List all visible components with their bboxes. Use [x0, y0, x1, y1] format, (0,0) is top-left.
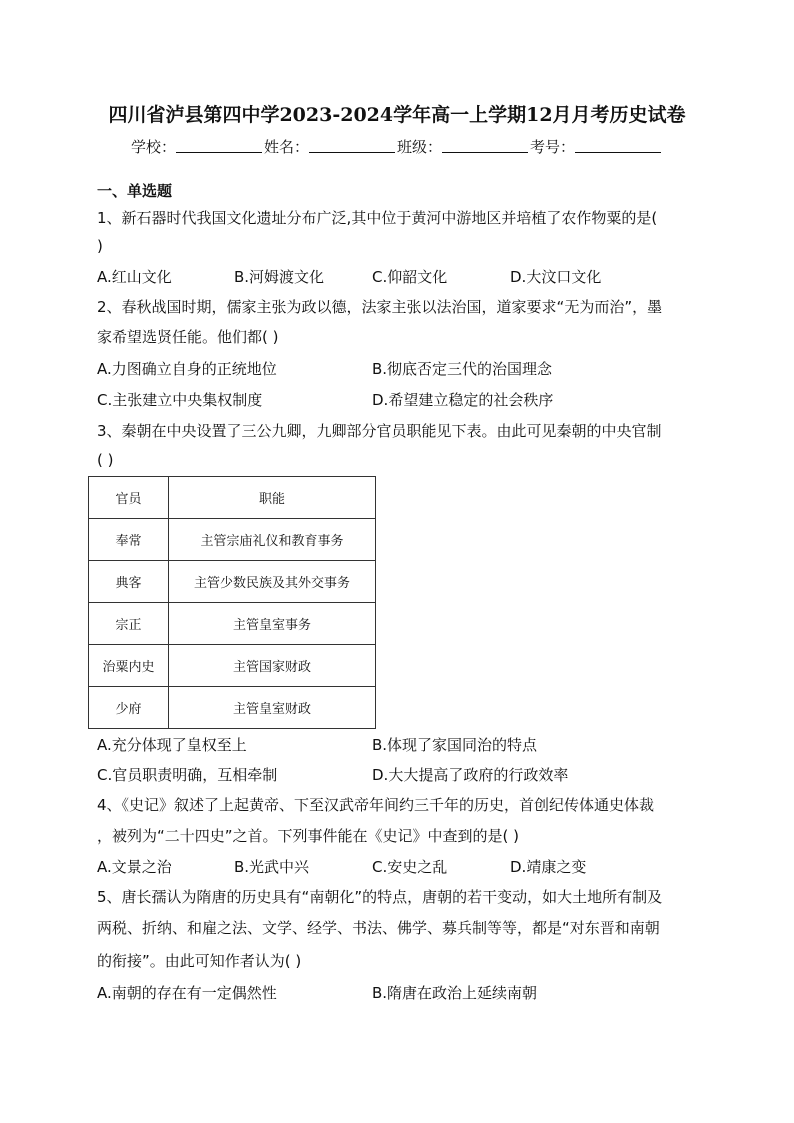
q1-option-c[interactable]: C.仰韶文化	[372, 268, 448, 286]
q2-stem-line1: 2、春秋战国时期，儒家主张为政以德，法家主张以法治国，道家要求“无为而治”，墨	[97, 298, 663, 316]
table-row	[89, 561, 376, 603]
table-cell-official: 典客	[89, 561, 169, 603]
q3-option-c[interactable]: C.官员职责明确，互相牵制	[97, 766, 278, 784]
table-header-function: 职能	[169, 477, 376, 519]
table-header-row	[89, 477, 376, 519]
q2-option-c[interactable]: C.主张建立中央集权制度	[97, 391, 263, 409]
page-title: 四川省泸县第四中学2023-2024学年高一上学期12月月考历史试卷	[108, 104, 686, 126]
name-field[interactable]	[264, 136, 397, 157]
q4-option-d[interactable]: D.靖康之变	[510, 858, 587, 876]
table-row	[89, 687, 376, 729]
q5-stem-line2: 两税、折纳、和雇之法、文学、经学、书法、佛学、募兵制等等，都是“对东晋和南朝	[97, 919, 660, 937]
table-cell-function: 主管皇室事务	[169, 603, 376, 645]
officials-table	[88, 476, 376, 729]
q3-stem-line1: 3、秦朝在中央设置了三公九卿，九卿部分官员职能见下表。由此可见秦朝的中央官制	[97, 422, 662, 440]
exam-number-label: 考号：	[530, 138, 576, 156]
q1-option-d[interactable]: D.大汶口文化	[510, 268, 602, 286]
table-cell-function: 主管宗庙礼仪和教育事务	[169, 519, 376, 561]
class-label: 班级：	[397, 138, 443, 156]
q4-stem-line1: 4、《史记》叙述了上起黄帝、下至汉武帝年间约三千年的历史，首创纪传体通史体裁	[97, 796, 655, 814]
q1-option-b[interactable]: B.河姆渡文化	[234, 268, 325, 286]
q2-option-d[interactable]: D.希望建立稳定的社会秩序	[372, 391, 554, 409]
q3-option-b[interactable]: B.体现了家国同治的特点	[372, 736, 538, 754]
class-field[interactable]	[397, 136, 530, 157]
q1-stem-line1: 1、新石器时代我国文化遗址分布广泛,其中位于黄河中游地区并培植了农作物粟的是(	[97, 209, 658, 227]
q4-option-a[interactable]: A.文景之治	[97, 858, 172, 876]
table-cell-function: 主管皇室财政	[169, 687, 376, 729]
q5-option-a[interactable]: A.南朝的存在有一定偶然性	[97, 984, 277, 1002]
exam-number-blank[interactable]	[575, 140, 661, 153]
q3-option-a[interactable]: A.充分体现了皇权至上	[97, 736, 247, 754]
q2-option-a[interactable]: A.力图确立自身的正统地位	[97, 360, 277, 378]
table-cell-official: 治粟内史	[89, 645, 169, 687]
table-cell-official: 奉常	[89, 519, 169, 561]
q2-stem-line2: 家希望选贤任能。他们都( )	[97, 328, 279, 346]
table-cell-function: 主管少数民族及其外交事务	[169, 561, 376, 603]
table-cell-official: 宗正	[89, 603, 169, 645]
table-row	[89, 603, 376, 645]
table-cell-official: 少府	[89, 687, 169, 729]
q3-option-d[interactable]: D.大大提高了政府的行政效率	[372, 766, 569, 784]
q5-option-b[interactable]: B.隋唐在政治上延续南朝	[372, 984, 538, 1002]
q4-stem-line2: ，被列为“二十四史”之首。下列事件能在《史记》中查到的是( )	[97, 827, 520, 845]
exam-number-field[interactable]	[530, 136, 663, 157]
q3-stem-line2: ( )	[97, 451, 114, 469]
student-info-row	[0, 136, 794, 157]
table-header-official: 官员	[89, 477, 169, 519]
q5-stem-line1: 5、唐长孺认为隋唐的历史具有“南朝化”的特点，唐朝的若干变动，如大土地所有制及	[97, 888, 663, 906]
table-cell-function: 主管国家财政	[169, 645, 376, 687]
class-blank[interactable]	[442, 140, 528, 153]
q1-option-a[interactable]: A.红山文化	[97, 268, 172, 286]
q4-option-b[interactable]: B.光武中兴	[234, 858, 310, 876]
name-blank[interactable]	[309, 140, 395, 153]
q5-stem-line3: 的衔接”。由此可知作者认为( )	[97, 952, 302, 970]
school-label: 学校：	[130, 138, 176, 156]
q1-stem-line2: )	[97, 237, 103, 255]
q2-option-b[interactable]: B.彻底否定三代的治国理念	[372, 360, 553, 378]
school-field[interactable]	[131, 136, 264, 157]
table-row	[89, 519, 376, 561]
q4-option-c[interactable]: C.安史之乱	[372, 858, 448, 876]
section-heading: 一、单选题	[97, 182, 173, 200]
table-row	[89, 645, 376, 687]
name-label: 姓名：	[263, 138, 309, 156]
school-blank[interactable]	[176, 140, 262, 153]
